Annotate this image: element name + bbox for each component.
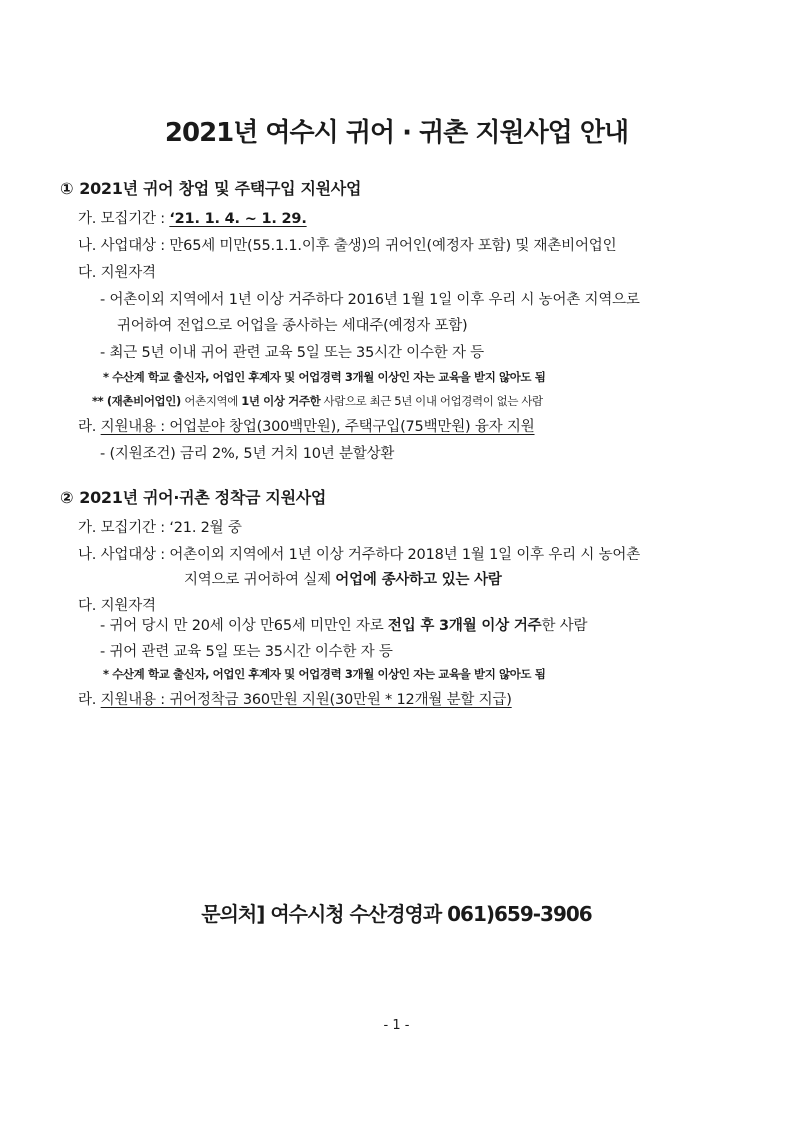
section1-qual1a: - 어촌이외 지역에서 1년 이상 거주하다 2016년 1월 1일 이후 우리 시 농어촌 지역으로 (100, 292, 640, 308)
section1-qual2: - 최근 5년 이내 귀어 관련 교육 5일 또는 35시간 이수한 자 등 (100, 345, 484, 361)
section2-qual1-pre: - 귀어 당시 만 20세 이상 만65세 미만인 자로 (100, 618, 388, 634)
section1-condition: - (지원조건) 금리 2%, 5년 거치 10년 분할상환 (100, 446, 395, 462)
section1-title: 2021년 귀어 창업 및 주택구입 지원사업 (79, 179, 362, 198)
section1-note2-mid: 어촌지역에 (184, 394, 242, 408)
section2-note1: * 수산계 학교 출신자, 어업인 후계자 및 어업경력 3개월 이상인 자는 교육을 받지 않아도 됨 (103, 667, 546, 681)
section2-target-b-bold: 어업에 종사하고 있는 사람 (335, 572, 502, 588)
section1-content-value: 지원내용 : 어업분야 창업(300백만원), 주택구입(75백만원) 융자 지원 (100, 419, 535, 435)
section1-qual-label: 다. 지원자격 (78, 265, 156, 281)
section2-qual1-bold: 전입 후 3개월 이상 거주 (387, 618, 542, 634)
section1-number: ① (60, 179, 74, 198)
section1-note2-prefix: ** (재촌비어업인) (92, 394, 185, 408)
section1-content (78, 415, 535, 436)
section2-period: 가. 모집기간 : ‘21. 2월 중 (78, 520, 242, 536)
section2-target-b-pre: 지역으로 귀어하여 실제 (184, 572, 336, 588)
section1-note2-post: 사람으로 최근 5년 이내 어업경력이 없는 사람 (320, 394, 543, 408)
section2-target-a: 나. 사업대상 : 어촌이외 지역에서 1년 이상 거주하다 2018년 1월 1일 이후 우리 시 농어촌 (78, 547, 641, 563)
section2-qual2: - 귀어 관련 교육 5일 또는 35시간 이수한 자 등 (100, 644, 393, 660)
section1-period-value: ‘21. 1. 4. ~ 1. 29. (169, 211, 307, 227)
section1-note1: * 수산계 학교 출신자, 어업인 후계자 및 어업경력 3개월 이상인 자는 교육을 받지 않아도 됨 (103, 370, 546, 384)
section1-heading (60, 176, 361, 199)
section1-qual1b: 귀어하여 전업으로 어업을 종사하는 세대주(예정자 포함) (117, 318, 468, 334)
section1-target: 나. 사업대상 : 만65세 미만(55.1.1.이후 출생)의 귀어인(예정자 포함) 및 재촌비어업인 (78, 238, 617, 254)
page-number: - 1 - (383, 1018, 410, 1033)
section2-title: 2021년 귀어·귀촌 정착금 지원사업 (79, 488, 327, 507)
section1-period-label: 가. 모집기간 : (78, 211, 170, 227)
section2-qual1-post: 한 사람 (541, 618, 588, 634)
page-title: 2021년 여수시 귀어 · 귀촌 지원사업 안내 (164, 118, 629, 148)
section1-note2-bold: 1년 이상 거주한 (241, 394, 321, 408)
section2-number: ② (60, 488, 74, 507)
section2-qual1 (100, 614, 587, 635)
section2-qual-label: 다. 지원자격 (78, 598, 156, 614)
section2-target-b (184, 568, 502, 589)
section2-content (78, 688, 512, 709)
section1-note2 (92, 393, 543, 409)
section2-content-value: 지원내용 : 귀어정착금 360만원 지원(30만원 * 12개월 분할 지급) (100, 692, 512, 708)
section2-heading (60, 485, 326, 508)
section1-content-label: 라. (78, 419, 101, 435)
section2-content-label: 라. (78, 692, 101, 708)
contact-info: 문의처] 여수시청 수산경영과 061)659-3906 (201, 902, 592, 926)
section1-period (78, 207, 307, 228)
